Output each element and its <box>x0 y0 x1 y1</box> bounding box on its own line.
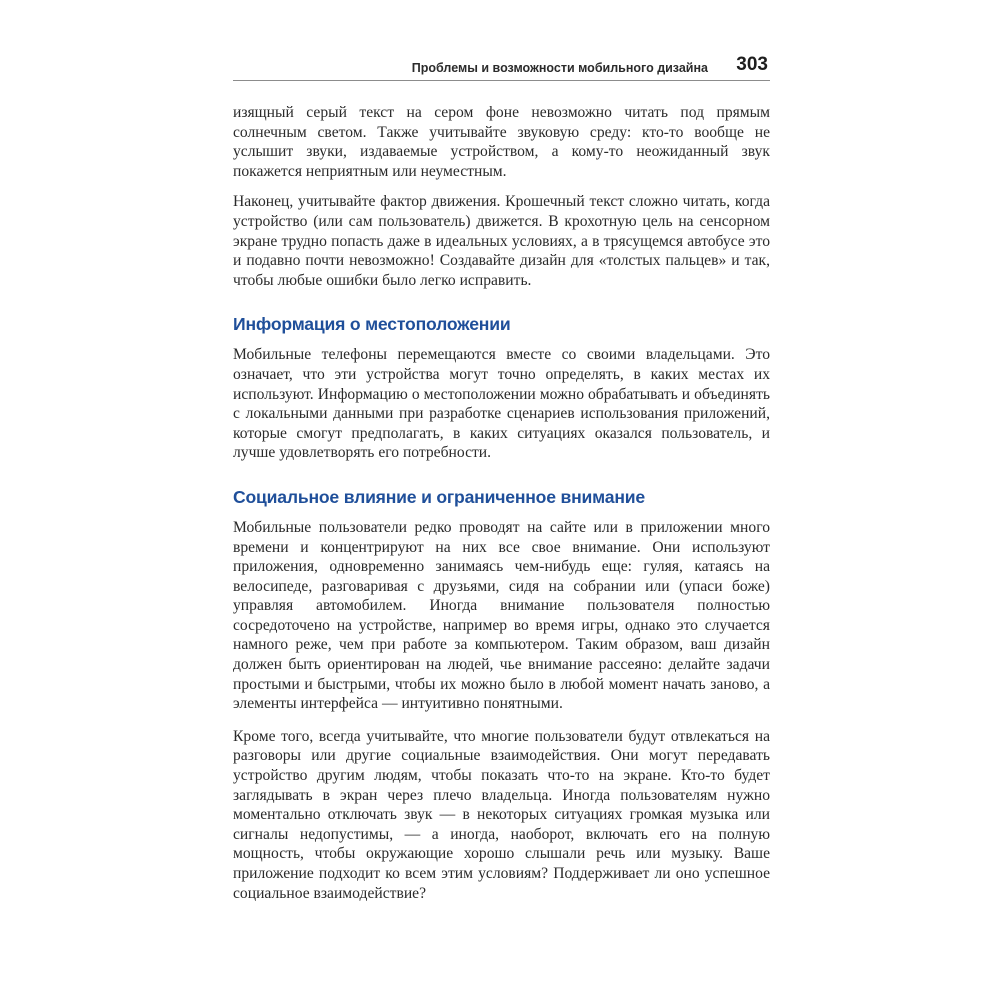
running-title: Проблемы и возможности мобильного дизайна <box>411 61 708 75</box>
section-heading-location: Информация о местоположении <box>233 314 511 335</box>
paragraph: Наконец, учитывайте фактор движения. Крошечный текст сложно читать, когда устройство (или сам пользователь) движется. В крохотную цель на сенсорном экране трудно попасть даже в идеальных условиях, а в трясущемся автобусе это и подавно почти невозможно! Создавайте дизайн для «толстых пальцев» и так, чтобы любые ошибки было легко исправить. <box>233 193 770 289</box>
page-number: 303 <box>736 54 768 75</box>
paragraph: Мобильные пользователи редко проводят на сайте или в приложении много времени и концентрируют на них все свое внимание. Они используют приложения, одновременно занимаясь чем-нибудь еще: гуляя, катаясь на велосипеде, разговаривая с друзьями, сидя на собрании или (упаси боже) управляя автомобилем. Иногда внимание пользователя полностью сосредоточено на устройстве, например во время игры, однако это случается намного реже, чем при работе за компьютером. Таким образом, ваш дизайн должен быть ориентирован на людей, чье внимание рассеяно: делайте задачи простыми и быстрыми, чтобы их можно было в любой момент начать заново, а элементы интерфейса — интуитивно понятными. <box>233 518 770 713</box>
paragraph: Мобильные телефоны перемещаются вместе со своими владельцами. Это означает, что эти устройства могут точно определять, в каких местах их используют. Информацию о местоположении можно обрабатывать и объединять с локальными данными при разработке сценариев использования приложений, которые смогут предполагать, в каких ситуациях оказался пользователь, и лучше удовлетворять его потребности. <box>233 346 770 462</box>
paragraph: Кроме того, всегда учитывайте, что многие пользователи будут отвлекаться на разговоры или другие социальные взаимодействия. Они могут передавать устройство другим людям, чтобы показать что-то на экране. Кто-то будет заглядывать в экран через плечо владельца. Иногда пользователям нужно моментально отключать звук — в некоторых ситуациях громкая музыка или сигналы недопустимы, — а иногда, наоборот, включать его на полную мощность, чтобы окружающие хорошо слышали речь или музыку. Ваше приложение подходит ко всем этим условиям? Поддерживает ли оно успешное социальное взаимодействие? <box>233 727 770 902</box>
section-heading-social-attention: Социальное влияние и ограниченное внимание <box>233 486 645 507</box>
paragraph: изящный серый текст на сером фоне невозможно читать под прямым солнечным светом. Также учитывайте звуковую среду: кто-то вообще не услышит звуки, издаваемые устройством, а кому-то неожиданный звук покажется неприятным или неуместным. <box>233 104 770 180</box>
page-body <box>233 103 770 916</box>
running-header <box>233 52 770 81</box>
